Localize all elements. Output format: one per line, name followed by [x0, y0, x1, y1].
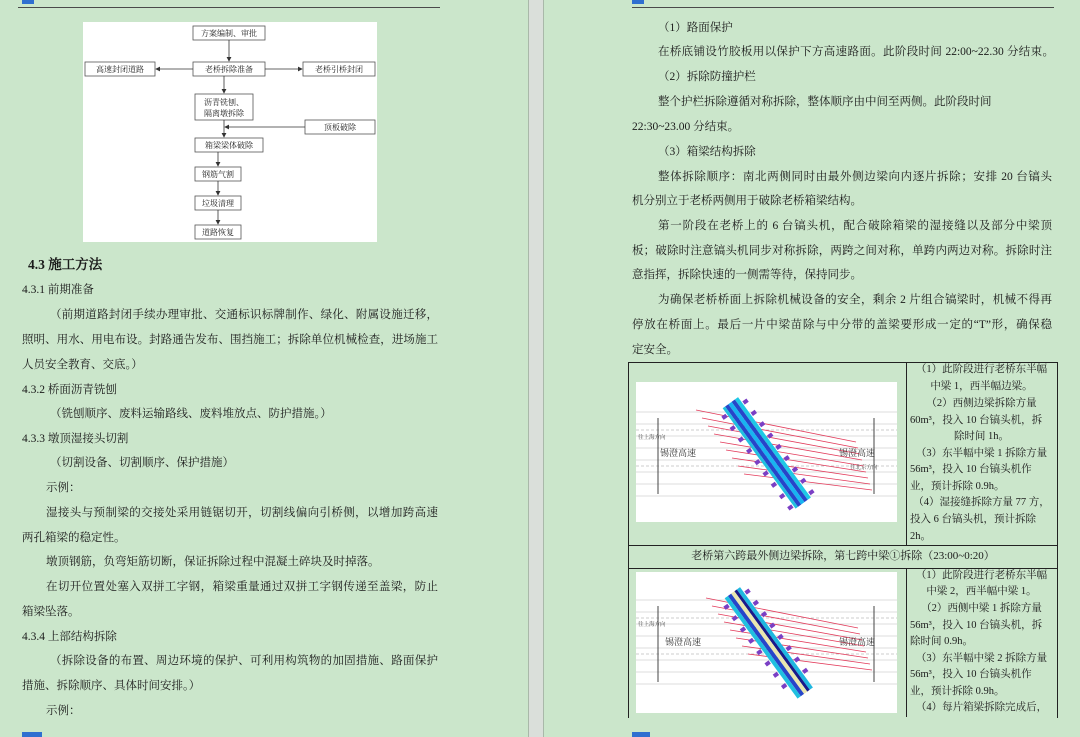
- item-label: （2）拆除防撞护栏: [658, 71, 756, 83]
- flow-label-approach: 老桥引桥封闭: [315, 65, 363, 74]
- diagram-label-highway-left: 锡澄高速: [665, 637, 702, 647]
- paragraph-line: 湿接头与预制梁的交接处采用链锯切开，切割线偏向引桥侧，以增加跨高速: [46, 507, 438, 519]
- flow-label-rebar: 钢筋气割: [202, 170, 234, 179]
- item-label: （1）路面保护: [658, 22, 733, 34]
- paragraph-line: 整个护栏拆除遵循对称拆除，整体顺序由中间至两侧。此阶段时间: [658, 96, 992, 108]
- paragraph-line: 整体拆除顺序：南北两侧同时由最外侧边梁向内逐片拆除；安排 20 台镐头: [658, 171, 1052, 183]
- paragraph-line: （切割设备、切割顺序、保护措施）: [50, 457, 234, 469]
- flow-label-roof: 顶板破除: [324, 123, 356, 132]
- flow-label-asphalt-b: 隔离墩拆除: [204, 109, 244, 118]
- paragraph-line: 箱梁坠落。: [22, 606, 80, 618]
- stage-note-line: （3）东半幅中梁 2 拆除方量: [915, 653, 1048, 664]
- paragraph-line: 定安全。: [632, 344, 678, 356]
- left-header-rule: [18, 7, 440, 8]
- table-rule: [628, 545, 1058, 546]
- paragraph-line: 第一阶段在老桥上的 6 台镐头机，配合破除箱梁的湿接缝以及部分中梁顶: [658, 220, 1052, 232]
- subsection-title: 4.3.1 前期准备: [22, 284, 94, 296]
- paragraph-line: （拆除设备的布置、周边环境的保护、可利用构筑物的加固措施、路面保护: [50, 655, 438, 667]
- paragraph-line: 板；破除时注意镐头机同步对称拆除，两跨之间对称，单跨内两边对称。拆除时注: [632, 245, 1052, 257]
- right-header-icon: [632, 0, 644, 4]
- bridge-diagram-svg: [636, 382, 897, 522]
- stage-note-line: （1）此阶段进行老桥东半幅: [915, 364, 1048, 375]
- diagram-label-highway-right: 锡澄高速: [839, 448, 876, 458]
- section-heading: 4.3 施工方法: [28, 257, 103, 272]
- paragraph-line: （铣刨顺序、废料运输路线、废料堆放点、防护措施。）: [50, 408, 332, 420]
- paragraph-line: 停放在桥面上。最后一片中梁苗除与中分带的盖梁要形成一定的“T”形，确保稳: [632, 319, 1052, 331]
- right-footer-icon: [632, 732, 650, 737]
- left-footer-icon: [22, 732, 42, 737]
- table-column-rule: [906, 568, 907, 717]
- paragraph-line: 意指挥，拆除快速的一侧需等待，保持同步。: [632, 269, 862, 281]
- stage-note-line: 2h。: [910, 531, 931, 542]
- stage-note-line: 除时间 1h。: [953, 431, 1010, 442]
- stage-note-line: （2）西侧中梁 1 拆除方量: [921, 603, 1042, 614]
- flow-label-prep: 老桥拆除准备: [205, 65, 253, 74]
- paragraph-line: 在桥底铺设竹胶板用以保护下方高速路面。此阶段时间 22:00~22.30 分结束。: [658, 46, 1054, 58]
- stage-note-line: 60m³，投入 10 台镐头机，拆: [910, 415, 1043, 426]
- stage-note-line: （4）湿接缝拆除方量 77 方，: [913, 497, 1050, 508]
- paragraph-line: 22:30~23.00 分结束。: [632, 121, 740, 133]
- flow-label-plan: 方案编制、审批: [201, 29, 257, 38]
- diagram-label-highway-left: 锡澄高速: [660, 448, 697, 458]
- paragraph-line: 措施、拆除顺序、具体时间安排。）: [22, 680, 201, 692]
- page-gap: [528, 0, 544, 737]
- bridge-diagram-stage-2: [636, 572, 897, 713]
- paragraph-line: 机分别立于老桥两侧用于破除老桥箱梁结构。: [632, 195, 862, 207]
- paragraph-line: 人员安全教育、交底。）: [22, 359, 143, 371]
- stage-note-line: （3）东半幅中梁 1 拆除方量: [915, 448, 1048, 459]
- example-label: 示例：: [46, 705, 81, 717]
- stage-note-line: 业，预计拆除 0.9h。: [910, 481, 1005, 492]
- flowchart-figure: [83, 22, 377, 242]
- paragraph-line: 墩顶钢筋，负弯矩筋切断，保证拆除过程中混凝土碎块及时掉落。: [46, 556, 380, 568]
- diagram-label-to-beijing: 往北京方向: [850, 465, 878, 471]
- stage-note-line: 除时间 0.9h。: [910, 636, 973, 647]
- flow-label-highway: 高速封闭道路: [96, 65, 144, 74]
- example-label: 示例：: [46, 482, 81, 494]
- paragraph-line: 在切开位置处塞入双拼工字钢，箱梁重量通过双拼工字钢传递至盖梁，防止: [46, 581, 438, 593]
- table-column-rule: [906, 362, 907, 545]
- subsection-title: 4.3.4 上部结构拆除: [22, 631, 117, 643]
- left-header-icon: [22, 0, 34, 4]
- bridge-diagram-svg: [636, 572, 897, 713]
- diagram-label-highway-right: 锡澄高速: [839, 637, 876, 647]
- flow-label-restore: 道路恢复: [202, 228, 234, 237]
- subsection-title: 4.3.3 墩顶湿接头切割: [22, 433, 129, 445]
- stage-note-line: 中梁 1，西半幅边梁。: [930, 381, 1033, 392]
- bridge-deck: [718, 394, 816, 513]
- bridge-deck: [720, 584, 818, 703]
- item-label: （3）箱梁结构拆除: [658, 146, 756, 158]
- table-caption: 老桥第六跨最外侧边梁拆除，第七跨中梁①拆除（23:00~0:20）: [691, 550, 995, 562]
- stage-note-line: 56m³，投入 10 台镐头机作: [910, 464, 1032, 475]
- stage-note-line: （4）每片箱梁拆除完成后，: [915, 702, 1048, 713]
- diagram-label-to-shanghai: 往上海方向: [638, 435, 666, 441]
- stage-note-line: 56m³，投入 10 台镐头机，拆: [910, 620, 1043, 631]
- right-header-rule: [632, 7, 1054, 8]
- bridge-diagram-stage-1: [636, 382, 897, 522]
- stage-note-line: 投入 6 台镐头机，预计拆除: [910, 514, 1036, 525]
- paragraph-line: 照明、用水、用电布设。封路通告发布、围挡施工；拆除单位机械检查，进场施工: [22, 334, 438, 346]
- stage-note-line: （2）西侧边梁拆除方量: [926, 398, 1037, 409]
- subsection-title: 4.3.2 桥面沥青铣刨: [22, 384, 117, 396]
- paragraph-line: （前期道路封闭手续办理审批、交通标识标牌制作、绿化、附属设施迁移，: [50, 309, 438, 321]
- stage-note-line: 56m³，投入 10 台镐头机作: [910, 669, 1032, 680]
- flow-label-girder: 箱梁梁体破除: [205, 141, 253, 150]
- flow-label-clean: 垃圾清理: [202, 199, 234, 208]
- stage-note-line: 中梁 2，西半幅中梁 1。: [926, 586, 1037, 597]
- paragraph-line: 为确保老桥桥面上拆除机械设备的安全，剩余 2 片组合镐梁时，机械不得再: [658, 294, 1052, 306]
- paragraph-line: 两孔箱梁的稳定性。: [22, 532, 126, 544]
- flow-label-asphalt-a: 沥青铣刨、: [204, 98, 244, 107]
- flowchart-svg: [83, 22, 377, 242]
- stage-note-line: （1）此阶段进行老桥东半幅: [915, 570, 1048, 581]
- diagram-label-to-shanghai: 往上海方向: [638, 622, 666, 628]
- stage-note-line: 业，预计拆除 0.9h。: [910, 686, 1005, 697]
